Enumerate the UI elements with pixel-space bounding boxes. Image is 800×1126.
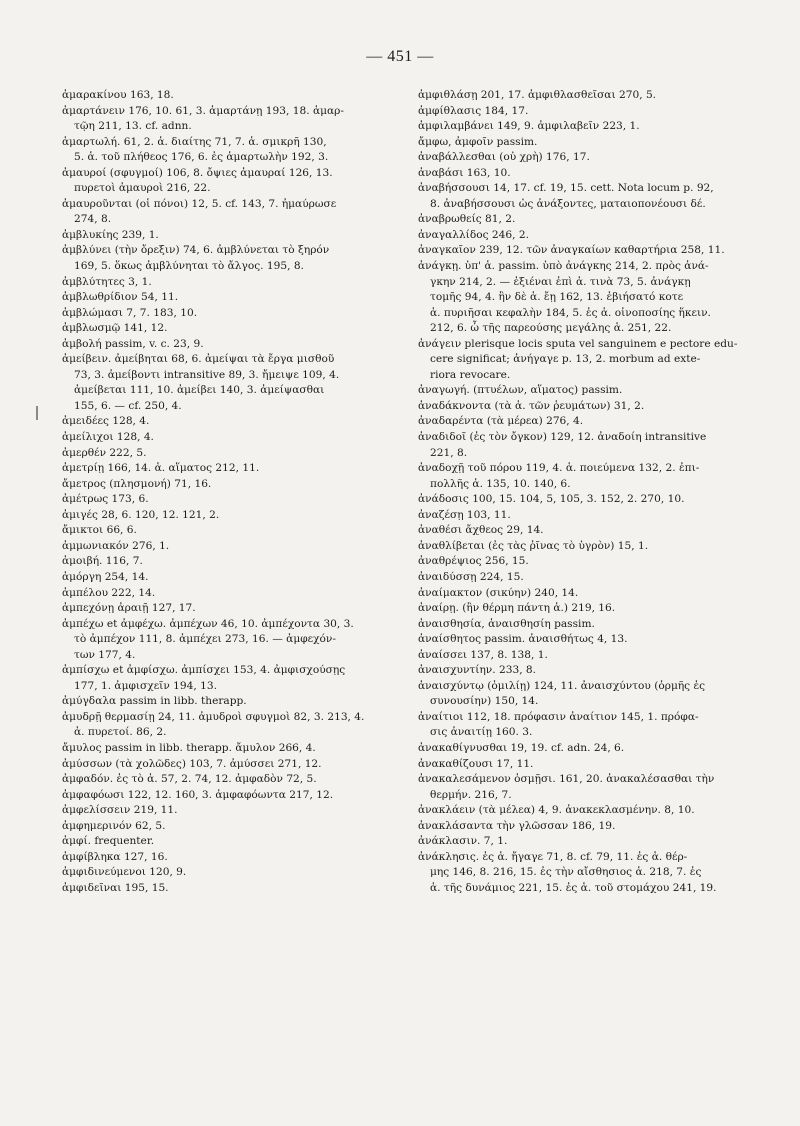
entry-line: ἀμβλύνει (τὴν ὄρεξιν) 74, 6. ἀμβλύνεται τὸ ξηρόν: [62, 244, 330, 257]
entry-line: ἀμαυροῦνται (οἱ πόνοι) 12, 5. cf. 143, 7. ἠμαύρωσε: [62, 197, 337, 210]
entry-line: ἀνακαλεσάμενον ὀσμῇσι. 161, 20. ἀνακαλέσασθαι τὴν: [418, 773, 715, 786]
entry-line: συνουσίην) 150, 14.: [430, 695, 539, 708]
entry-line: τομῆς 94, 4. ἢν δὲ ἁ. ἔῃ 162, 13. ἐβιήσατό κοτε: [430, 291, 684, 304]
entry-line: ἀμέτρως 173, 6.: [62, 493, 149, 506]
entry-line: ἀναδοχῇ τοῦ πόρου 119, 4. ἁ. ποιεύμενα 132, 2. ἐπι-: [418, 462, 700, 475]
entry-line: ἀμπέχω et ἀμφέχω. ἀμπέχων 46, 10. ἀμπέχοντα 30, 3.: [62, 617, 354, 630]
entry-line: ἀναβάλλεσθαι (οὐ χρὴ) 176, 17.: [418, 151, 590, 164]
entry-line: ἀμιγές 28, 6. 120, 12. 121, 2.: [62, 508, 220, 521]
entry-line: ἀναβάσι 163, 10.: [418, 166, 511, 179]
entry-line: ἀναισχύντῳ (ὁμιλίῃ) 124, 11. ἀναισχύντου (ὁρμῆς ἐς: [418, 679, 706, 692]
entry-line: θερμήν. 216, 7.: [430, 788, 512, 801]
entry-line: ἄμετρος (πλησμονή) 71, 16.: [62, 477, 212, 490]
entry-line: ἀμφελίσσειν 219, 11.: [62, 804, 178, 817]
entry-line: ἁ. πυρετοί. 86, 2.: [74, 726, 167, 739]
entry-line: ἀνακλάσαντα τὴν γλῶσσαν 186, 19.: [418, 819, 616, 832]
entry-line: πολλῆς ἁ. 135, 10. 140, 6.: [430, 477, 571, 490]
entry-line: ἀνάγειν plerisque locis sputa vel sanguinem e pectore edu-: [418, 337, 738, 350]
entry-line: πυρετοὶ ἀμαυροὶ 216, 22.: [74, 182, 211, 195]
entry-line: ἀναβρωθείς 81, 2.: [418, 213, 516, 226]
entry-line: 5. ἁ. τοῦ πλήθεος 176, 6. ἐς ἁμαρτωλὴν 192, 3.: [74, 151, 329, 164]
entry-line: τὸ ἀμπέχον 111, 8. ἀμπέχει 273, 16. — ἀμφεχόν-: [74, 633, 336, 646]
entry-line: ἀμβολή passim, v. c. 23, 9.: [62, 337, 204, 350]
entry-line: γκην 214, 2. — ἐξιέναι ἐπὶ ἁ. τινὰ 73, 5. ἀνάγκῃ: [430, 275, 691, 288]
entry-line: μης 146, 8. 216, 15. ἐς τὴν αἴσθησιος ἁ. 218, 7. ἐς: [430, 866, 702, 879]
entry-line: ἀμφιδινεύμενοι 120, 9.: [62, 866, 187, 879]
entry-line: ἀνακλάειν (τὰ μέλεα) 4, 9. ἀνακεκλασμένην. 8, 10.: [418, 804, 695, 817]
entry-line: τῷη 211, 13. cf. adnn.: [74, 120, 192, 133]
entry-line: ἀμπέλου 222, 14.: [62, 586, 156, 599]
entry-line: ἀναγκαῖον 239, 12. τῶν ἀναγκαίων καθαρτήρια 258, 11.: [418, 244, 725, 257]
entry-line: ἀναίτιοι 112, 18. πρόφασιν ἀναίτιον 145, 1. πρόφα-: [418, 710, 699, 723]
entry-line: ἀνάδοσις 100, 15. 104, 5, 105, 3. 152, 2. 270, 10.: [418, 493, 685, 506]
entry-line: 221, 8.: [430, 446, 468, 459]
right-column: [418, 88, 758, 896]
left-column: [62, 88, 392, 896]
entry-line: ἀμείβεται 111, 10. ἀμείβει 140, 3. ἀμείψασθαι: [74, 384, 325, 397]
entry-line: ἀμφαφόωσι 122, 12. 160, 3. ἀμφαφόωντα 217, 12.: [62, 788, 334, 801]
entry-line: ἀναίσθητος passim. ἀναισθήτως 4, 13.: [418, 633, 628, 646]
entry-line: 177, 1. ἀμφισχεῖν 194, 13.: [74, 679, 217, 692]
entry-line: 8. ἀναβήσσουσι ὡς ἀνάξοντες, ματαιοπονέουσι δέ.: [430, 197, 706, 210]
entry-line: 212, 6. ὦ τῆς παρεούσης μεγάλης ἁ. 251, 22.: [430, 322, 672, 335]
entry-line: ἀνάκλησις. ἐς ἁ. ἤγαγε 71, 8. cf. 79, 11. ἐς ἁ. θέρ-: [418, 850, 688, 863]
entry-line: 169, 5. ὅκως ἀμβλύνηται τὸ ἄλγος. 195, 8.: [74, 260, 304, 273]
entry-line: ἀναίρῃ. (ἢν θέρμη πάντη ἁ.) 219, 16.: [418, 602, 616, 615]
entry-line: ἀμμωνιακόν 276, 1.: [62, 539, 170, 552]
entry-line: ἀμβλωθρίδιον 54, 11.: [62, 291, 179, 304]
entry-line: ἀμφιδεῖναι 195, 15.: [62, 881, 169, 894]
entry-line: ἀμφί. frequenter.: [62, 835, 155, 848]
entry-line: ἀμυδρῇ θερμασίῃ 24, 11. ἀμυδροὶ σφυγμοὶ 82, 3. 213, 4.: [62, 710, 365, 723]
entry-line: ἀναθρέψιος 256, 15.: [418, 555, 529, 568]
entry-line: ἄμικτοι 66, 6.: [62, 524, 137, 537]
entry-line: ἀμφημερινόν 62, 5.: [62, 819, 166, 832]
entry-line: ἀμείλιχοι 128, 4.: [62, 431, 154, 444]
entry-line: ἄμφω, ἀμφοῖν passim.: [418, 135, 538, 148]
entry-line: ἀμείβειν. ἀμείβηται 68, 6. ἀμείψαι τὰ ἔργα μισθοῦ: [62, 353, 335, 366]
entry-line: cere significat; ἀνήγαγε p. 13, 2. morbum ad exte-: [430, 353, 701, 366]
entry-line: ἀμφιλαμβάνει 149, 9. ἀμφιλαβεῖν 223, 1.: [418, 120, 640, 133]
entry-line: ἀναβήσσουσι 14, 17. cf. 19, 15. cett. Nota locum p. 92,: [418, 182, 714, 195]
entry-line: ἀμφίβληκα 127, 16.: [62, 850, 168, 863]
entry-line: ἀμφαδόν. ἐς τὸ ἁ. 57, 2. 74, 12. ἀμφαδὸν 72, 5.: [62, 773, 317, 786]
entry-line: ἀναιδύσσῃ 224, 15.: [418, 570, 524, 583]
entry-line: ἀνάγκῃ. ὑπ' ἁ. passim. ὑπὸ ἀνάγκης 214, 2. πρὸς ἀνά-: [418, 260, 709, 273]
entry-line: ἀναδάκνοντα (τὰ ἁ. τῶν ῥευμάτων) 31, 2.: [418, 399, 645, 412]
entry-line: ἀμπίσχω et ἀμφίσχω. ἀμπίσχει 153, 4. ἀμφισχούσῃς: [62, 664, 346, 677]
entry-line: ἀμβλώμασι 7, 7. 183, 10.: [62, 306, 198, 319]
entry-line: ἀμαρακίνου 163, 18.: [62, 89, 174, 101]
entry-line: ἀμύσσων (τὰ χολῶδες) 103, 7. ἀμύσσει 271, 12.: [62, 757, 322, 770]
entry-line: ἀμπεχόνῃ ἀραιῇ 127, 17.: [62, 602, 196, 615]
entry-line: ἀμβλωσμῷ 141, 12.: [62, 322, 168, 335]
entry-line: ἀμύγδαλα passim in libb. therapp.: [62, 695, 247, 708]
entry-line: ἀμβλυκίης 239, 1.: [62, 228, 159, 241]
entry-line: ἁ. τῆς δυνάμιος 221, 15. ἐς ἁ. τοῦ στομάχου 241, 19.: [430, 881, 717, 894]
margin-mark: [36, 406, 38, 420]
entry-line: ἀναγωγή. (πτυέλων, αἵματος) passim.: [418, 384, 623, 397]
entry-line: ἀναγαλλίδος 246, 2.: [418, 228, 529, 241]
entry-line: ἀμόργη 254, 14.: [62, 570, 149, 583]
entry-line: ἀμφιθλάσῃ 201, 17. ἀμφιθλασθεῖσαι 270, 5.: [418, 89, 657, 101]
entry-line: ἁ. πυριῆσαι κεφαλὴν 184, 5. ἐς ἁ. οἰνοποσίης ἥκειν.: [430, 306, 711, 319]
entry-line: ἀναισθησία, ἀναισθησίη passim.: [418, 617, 595, 630]
entry-line: ἀνάκλασιν. 7, 1.: [418, 835, 508, 848]
entry-line: 73, 3. ἀμείβοντι intransitive 89, 3. ἤμειψε 109, 4.: [74, 368, 340, 381]
entry-line: ἀναδαρέντα (τὰ μέρεα) 276, 4.: [418, 415, 584, 428]
entry-line: ἀναισχυντίην. 233, 8.: [418, 664, 537, 677]
entry-line: ἀμερθέν 222, 5.: [62, 446, 147, 459]
entry-line: ἁμαρτωλή. 61, 2. ἁ. διαίτης 71, 7. ἁ. σμικρῆ 130,: [62, 135, 327, 148]
entry-line: ἀναθέσι ἄχθεος 29, 14.: [418, 524, 544, 537]
entry-line: ἀμετρίῃ 166, 14. ἁ. αἵματος 212, 11.: [62, 462, 260, 475]
entry-line: ἀμφίθλασις 184, 17.: [418, 104, 529, 117]
entry-line: ἀναθλίβεται (ἐς τὰς ῥῖνας τὸ ὑγρὸν) 15, 1.: [418, 539, 649, 552]
entry-line: ἀνακαθίζουσι 17, 11.: [418, 757, 534, 770]
entry-line: ἀμβλύτητες 3, 1.: [62, 275, 152, 288]
entry-line: ἀμοιβή. 116, 7.: [62, 555, 143, 568]
entry-line: ἀμαυροί (σφυγμοί) 106, 8. ὄψιες ἀμαυραί 126, 13.: [62, 166, 333, 179]
entry-line: ἀναίσσει 137, 8. 138, 1.: [418, 648, 548, 661]
entry-line: riora revocare.: [430, 368, 511, 381]
entry-line: ἀνακαθίγνυσθαι 19, 19. cf. adn. 24, 6.: [418, 741, 625, 754]
entry-line: των 177, 4.: [74, 648, 136, 661]
entry-line: ἀναίμακτον (σικύην) 240, 14.: [418, 586, 579, 599]
entry-line: ἄμυλος passim in libb. therapp. ἄμυλον 266, 4.: [62, 741, 316, 754]
entry-line: ἁμαρτάνειν 176, 10. 61, 3. ἁμαρτάνῃ 193, 18. ἁμαρ-: [62, 104, 344, 117]
entry-line: ἀναζέσῃ 103, 11.: [418, 508, 511, 521]
page-number: — 451 —: [366, 48, 434, 65]
entry-line: ἀναδιδοῖ (ἐς τὸν ὄγκον) 129, 12. ἀναδοίη intransitive: [418, 431, 707, 444]
entry-line: 274, 8.: [74, 213, 112, 226]
entry-line: ἀμειδέες 128, 4.: [62, 415, 150, 428]
entry-line: 155, 6. — cf. 250, 4.: [74, 399, 182, 412]
entry-line: σις ἀναιτίῃ 160. 3.: [430, 726, 533, 739]
